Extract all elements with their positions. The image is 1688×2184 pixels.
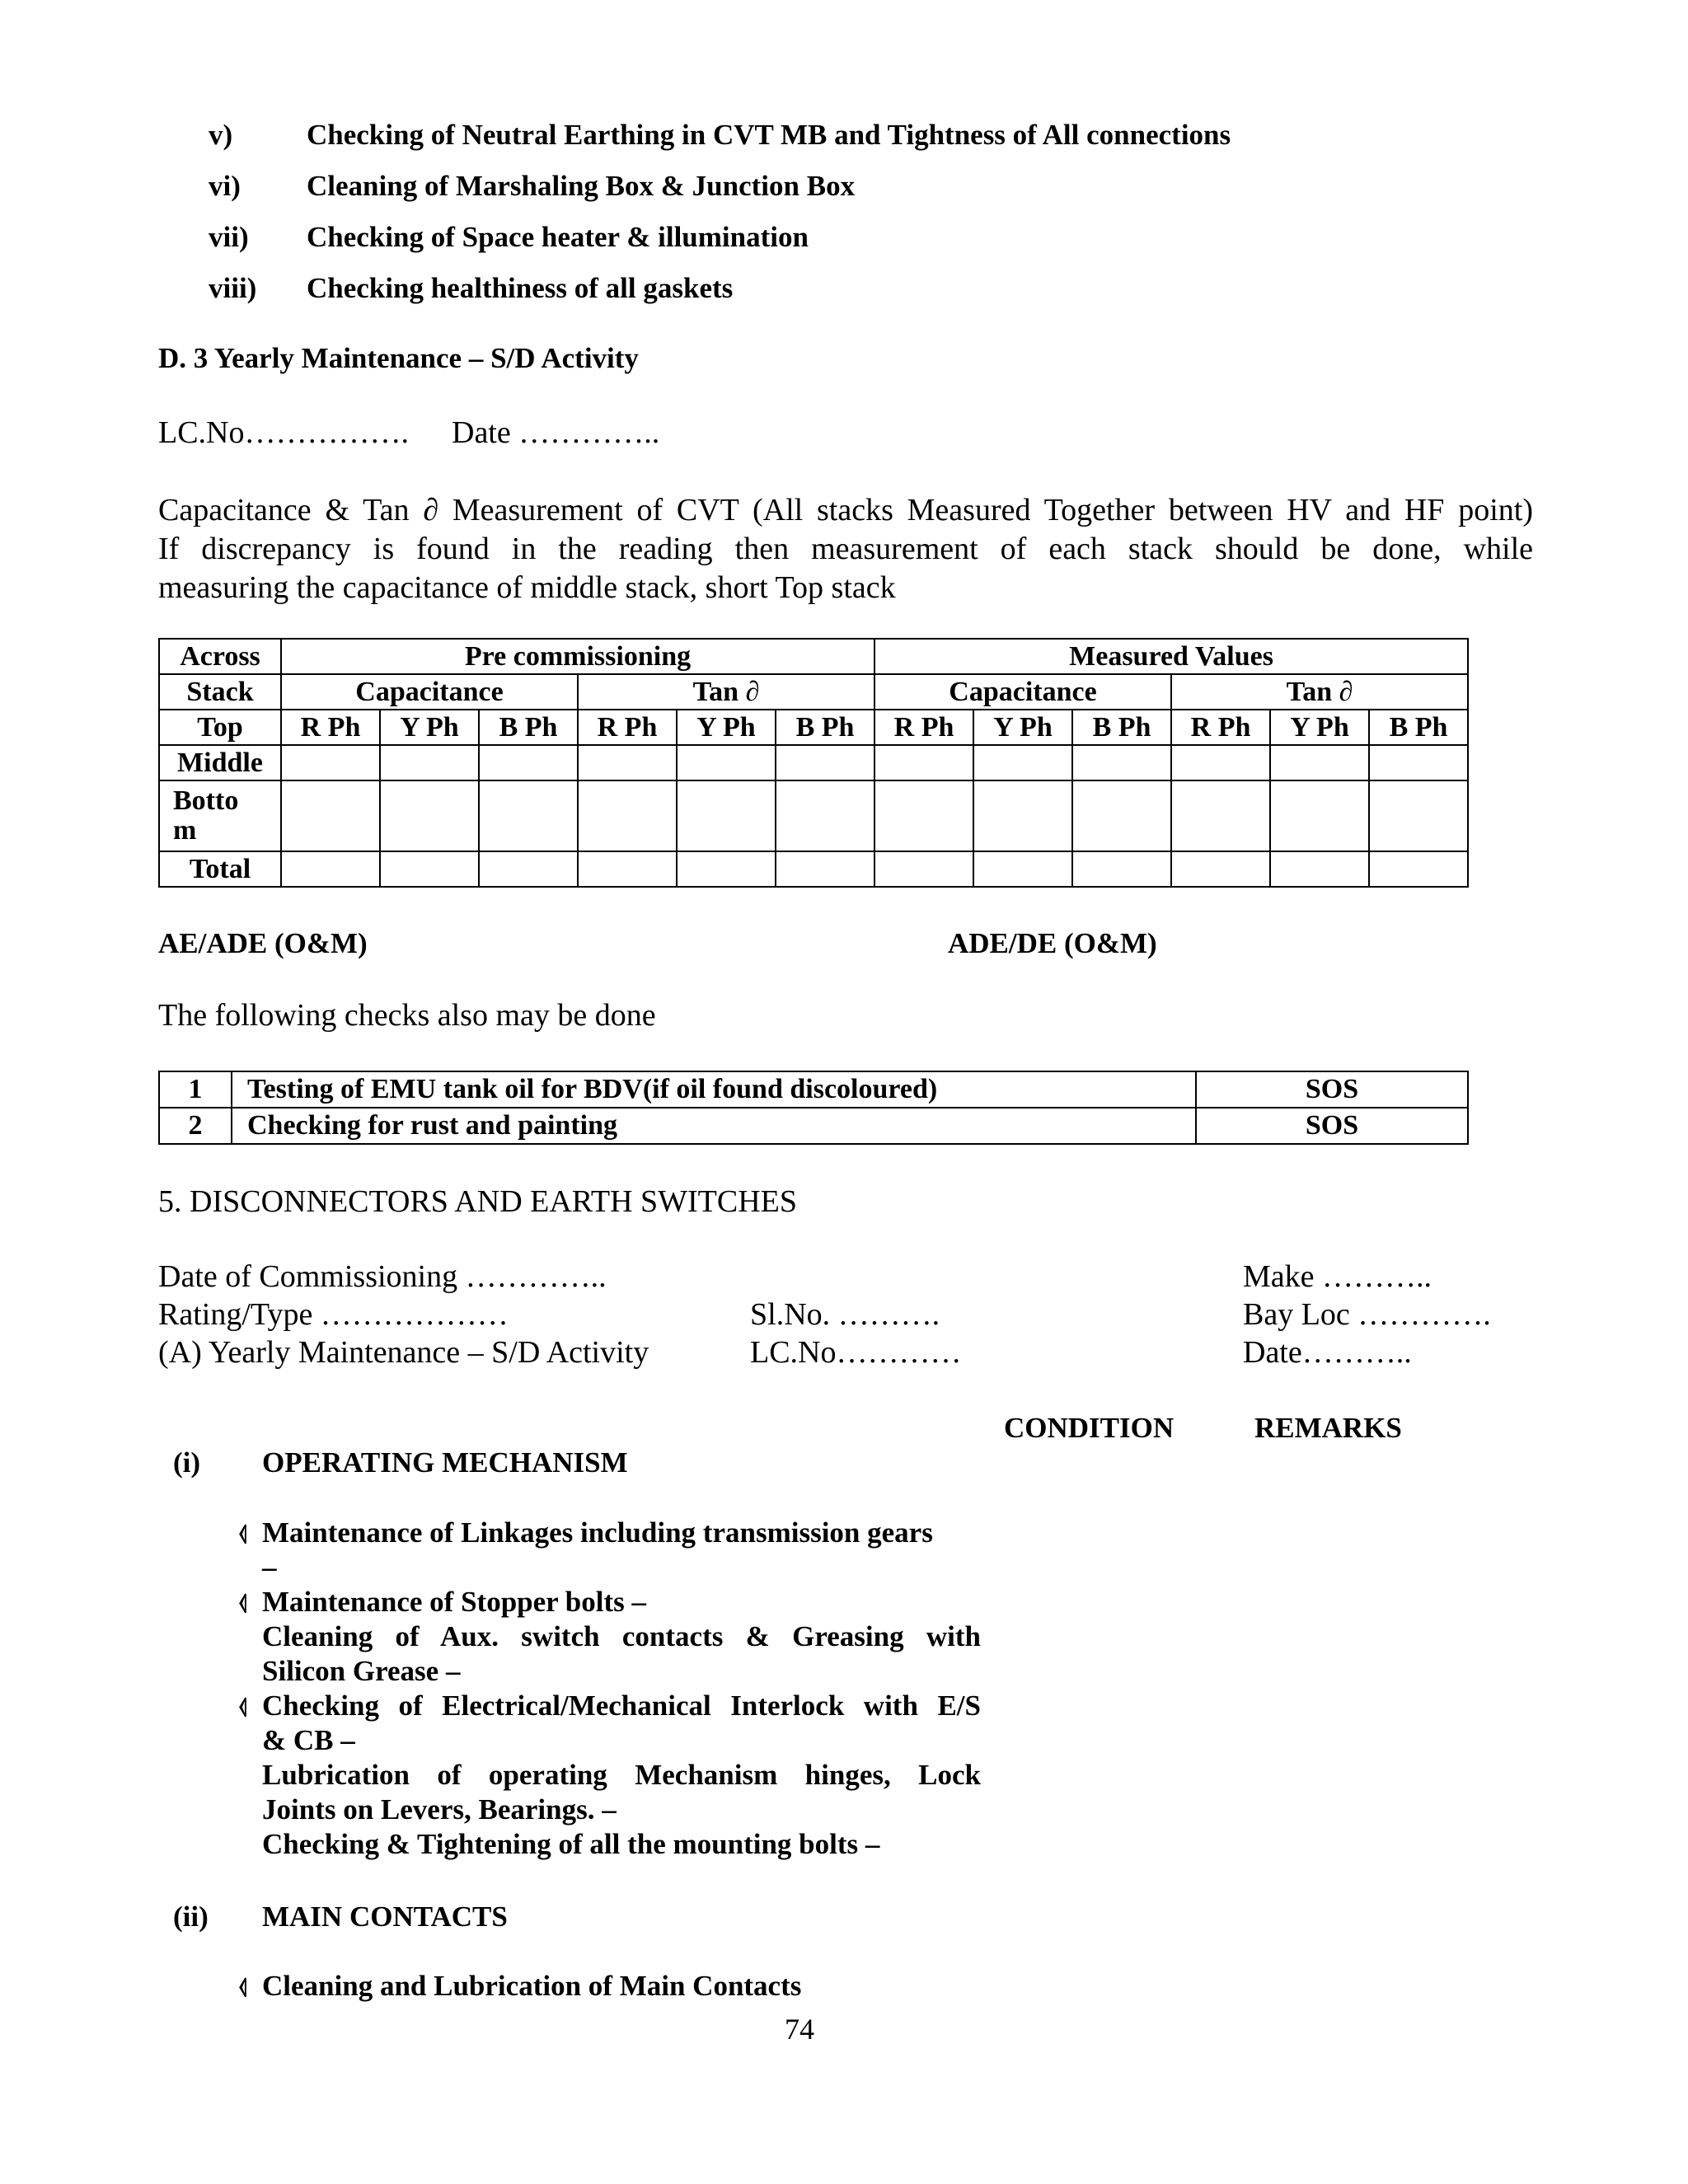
phase-header: R Ph: [281, 710, 380, 745]
bullet-marker-icon: ⦉: [239, 1590, 247, 1614]
yearly-maintenance-label: (A) Yearly Maintenance – S/D Activity: [158, 1335, 649, 1370]
main-contacts-number: (ii): [173, 1900, 209, 1933]
value-cell[interactable]: [1270, 745, 1369, 780]
value-cell[interactable]: [776, 745, 874, 780]
phase-header: Y Ph: [380, 710, 479, 745]
value-cell[interactable]: [677, 780, 776, 851]
value-cell[interactable]: [1369, 851, 1468, 887]
value-cell[interactable]: [1171, 780, 1270, 851]
header-tan: Tan ∂: [1171, 674, 1468, 710]
value-cell[interactable]: [1270, 851, 1369, 887]
phase-header: B Ph: [479, 710, 578, 745]
value-cell[interactable]: [874, 745, 973, 780]
value-cell[interactable]: [380, 745, 479, 780]
check-description: Checking for rust and painting: [232, 1108, 1196, 1144]
date-field-2: Date………..: [1243, 1335, 1412, 1370]
paragraph-line: measuring the capacitance of middle stack, short Top stack: [158, 570, 896, 605]
signature-left: AE/ADE (O&M): [158, 927, 368, 959]
value-cell[interactable]: [380, 780, 479, 851]
value-cell[interactable]: [677, 851, 776, 887]
row-label-bottom: [159, 780, 281, 851]
value-cell[interactable]: [281, 745, 380, 780]
value-cell[interactable]: [479, 780, 578, 851]
date-of-commissioning: Date of Commissioning …………..: [158, 1259, 607, 1294]
signature-right: ADE/DE (O&M): [948, 927, 1157, 959]
list-item: Checking of Neutral Earthing in CVT MB and Tightness of All connections: [307, 119, 1231, 151]
value-cell[interactable]: [1072, 780, 1171, 851]
phase-header: Y Ph: [973, 710, 1072, 745]
list-number: viii): [209, 272, 257, 304]
op-mech-line: Checking & Tightening of all the mounting bolts –: [262, 1828, 880, 1860]
check-frequency: SOS: [1196, 1071, 1468, 1108]
value-cell[interactable]: [281, 780, 380, 851]
condition-header: CONDITION: [1004, 1412, 1175, 1444]
checks-table: [158, 1071, 1469, 1145]
op-mech-title: OPERATING MECHANISM: [262, 1446, 628, 1479]
value-cell[interactable]: [973, 780, 1072, 851]
op-mech-line: Lubrication of operating Mechanism hinges, Lock: [262, 1759, 981, 1791]
phase-header: Y Ph: [677, 710, 776, 745]
remarks-header: REMARKS: [1254, 1412, 1402, 1444]
op-mech-items: [262, 1516, 981, 1862]
sl-no-field: Sl.No. ……….: [750, 1297, 940, 1332]
list-item: Checking of Space heater & illumination: [307, 221, 809, 253]
bullet-marker-icon: ⦉: [239, 1521, 247, 1544]
value-cell[interactable]: [973, 745, 1072, 780]
row-label-bottom-part1: Botto: [173, 785, 239, 816]
value-cell[interactable]: [1072, 745, 1171, 780]
bay-loc-field: Bay Loc ………….: [1243, 1297, 1491, 1332]
check-frequency: SOS: [1196, 1108, 1468, 1144]
header-across: Across: [159, 639, 281, 674]
row-label-bottom-part2: m: [173, 815, 197, 846]
value-cell[interactable]: [1072, 851, 1171, 887]
page-number: 74: [785, 2013, 814, 2046]
rating-type-field: Rating/Type ………………: [158, 1297, 509, 1332]
date-field: Date …………..: [452, 415, 660, 450]
phase-header: B Ph: [1369, 710, 1468, 745]
value-cell[interactable]: [380, 851, 479, 887]
value-cell[interactable]: [677, 745, 776, 780]
phase-header: R Ph: [874, 710, 973, 745]
value-cell[interactable]: [1171, 745, 1270, 780]
header-capacitance: Capacitance: [874, 674, 1171, 710]
check-number: 2: [159, 1108, 232, 1144]
value-cell[interactable]: [578, 745, 677, 780]
make-field: Make ………..: [1243, 1259, 1432, 1294]
op-mech-line: –: [262, 1551, 277, 1583]
paragraph-line: If discrepancy is found in the reading then measurement of each stack should be done, while: [158, 532, 1533, 566]
main-contacts-title: MAIN CONTACTS: [262, 1900, 508, 1933]
bullet-marker-icon: ⦉: [239, 1694, 247, 1718]
op-mech-line: & CB –: [262, 1724, 355, 1756]
main-contacts-line: Cleaning and Lubrication of Main Contacts: [262, 1970, 802, 2002]
list-number: vii): [209, 221, 249, 253]
op-mech-line: Cleaning of Aux. switch contacts & Greasing with: [262, 1620, 981, 1652]
list-number: vi): [209, 170, 241, 202]
value-cell[interactable]: [1171, 851, 1270, 887]
row-label-middle: Middle: [159, 745, 281, 780]
section-5-title: 5. DISCONNECTORS AND EARTH SWITCHES: [158, 1184, 798, 1219]
list-item: Checking healthiness of all gaskets: [307, 272, 734, 304]
op-mech-line: Checking of Electrical/Mechanical Interlock with E/S: [262, 1690, 981, 1722]
value-cell[interactable]: [479, 745, 578, 780]
value-cell[interactable]: [776, 780, 874, 851]
op-mech-line: Maintenance of Stopper bolts –: [262, 1586, 647, 1618]
value-cell[interactable]: [578, 780, 677, 851]
check-description: Testing of EMU tank oil for BDV(if oil found discoloured): [232, 1071, 1196, 1108]
checks-intro: The following checks also may be done: [158, 998, 656, 1033]
header-pre-commissioning: Pre commissioning: [281, 639, 874, 674]
phase-header: R Ph: [1171, 710, 1270, 745]
cvt-measurement-table: [158, 638, 1469, 888]
op-mech-line: Maintenance of Linkages including transmission gears: [262, 1516, 933, 1549]
bullet-marker-icon: ⦉: [239, 1974, 247, 1998]
value-cell[interactable]: [973, 851, 1072, 887]
phase-header: R Ph: [578, 710, 677, 745]
value-cell[interactable]: [479, 851, 578, 887]
lc-no-field: LC.No…………….: [158, 415, 409, 450]
value-cell[interactable]: [281, 851, 380, 887]
paragraph-line: Capacitance & Tan ∂ Measurement of CVT (All stacks Measured Together between HV and HF point): [158, 493, 1533, 527]
value-cell[interactable]: [1369, 780, 1468, 851]
list-item: Cleaning of Marshaling Box & Junction Box: [307, 170, 856, 202]
row-label-top: Top: [159, 710, 281, 745]
lc-no-field-2: LC.No…………: [750, 1335, 962, 1370]
value-cell[interactable]: [874, 851, 973, 887]
header-measured-values: Measured Values: [874, 639, 1468, 674]
op-mech-line: Joints on Levers, Bearings. –: [262, 1793, 617, 1825]
value-cell[interactable]: [1369, 745, 1468, 780]
header-capacitance: Capacitance: [281, 674, 578, 710]
header-tan: Tan ∂: [578, 674, 874, 710]
phase-header: Y Ph: [1270, 710, 1369, 745]
phase-header: B Ph: [1072, 710, 1171, 745]
section-d-heading: D. 3 Yearly Maintenance – S/D Activity: [158, 342, 639, 374]
op-mech-line: Silicon Grease –: [262, 1655, 461, 1687]
value-cell[interactable]: [776, 851, 874, 887]
header-stack: Stack: [159, 674, 281, 710]
row-label-total: Total: [159, 851, 281, 887]
check-number: 1: [159, 1071, 232, 1108]
list-number: v): [209, 119, 233, 151]
op-mech-number: (i): [173, 1446, 201, 1479]
value-cell[interactable]: [874, 780, 973, 851]
value-cell[interactable]: [578, 851, 677, 887]
value-cell[interactable]: [1270, 780, 1369, 851]
phase-header: B Ph: [776, 710, 874, 745]
